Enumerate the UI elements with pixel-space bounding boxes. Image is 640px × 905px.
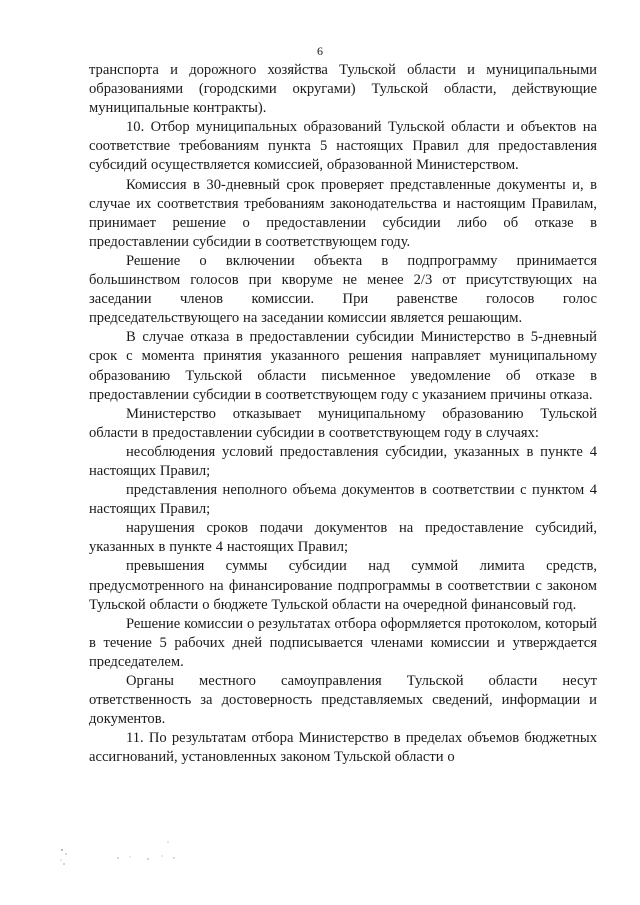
scan-noise-marks (58, 838, 178, 868)
paragraph: Министерство отказывает муниципальному образованию Тульской области в предоставлении субсидии в соответствующем году в случаях: (89, 405, 597, 441)
paragraph: В случае отказа в предоставлении субсидии Министерство в 5-дневный срок с момента принятия указанного решения направляет муниципальному образованию Тульской области письменное уведомление об отказе в предоставлении субсидии в соответствующем году с указанием причины отказа. (89, 329, 597, 403)
paragraph: представления неполного объема документов в соответствии с пунктом 4 настоящих Правил; (89, 482, 597, 518)
paragraph: 11. По результатам отбора Министерство в пределах объемов бюджетных ассигнований, установленных законом Тульской области о (89, 730, 597, 766)
paragraph: Комиссия в 30-дневный срок проверяет представленные документы и, в случае их соответствия требованиям законодательства и настоящим Правилам, принимает решение о предоставлении субсидии либо об отказе в предоставлении субсидии в соответствующем году. (89, 176, 597, 250)
paragraph: транспорта и дорожного хозяйства Тульской области и муниципальными образованиями (городскими округами) Тульской области, действующие муниципальные контракты). (89, 62, 597, 117)
paragraph: 10. Отбор муниципальных образований Тульской области и объектов на соответствие требованиям пункта 5 настоящих Правил для предоставления субсидий осуществляется комиссией, образованной Министерством. (89, 119, 597, 174)
document-body (89, 61, 597, 767)
paragraph: несоблюдения условий предоставления субсидии, указанных в пункте 4 настоящих Правил; (89, 443, 597, 479)
paragraph: Органы местного самоуправления Тульской области несут ответственность за достоверность представляемых сведений, информации и документов. (89, 673, 597, 728)
page-number: 6 (317, 44, 323, 58)
paragraph: Решение комиссии о результатах отбора оформляется протоколом, который в течение 5 рабочих дней подписывается членами комиссии и утверждается председателем. (89, 615, 597, 670)
paragraph: превышения суммы субсидии над суммой лимита средств, предусмотренного на финансирование подпрограммы в соответствии с законом Тульской области о бюджете Тульской области на очередной финансовый год. (89, 558, 597, 613)
paragraph: Решение о включении объекта в подпрограмму принимается большинством голосов при кворуме не менее 2/3 от присутствующих на заседании членов комиссии. При равенстве голосов голос председательствующего на заседании комиссии является решающим. (89, 252, 597, 327)
paragraph: нарушения сроков подачи документов на предоставление субсидий, указанных в пункте 4 настоящих Правил; (89, 520, 597, 556)
